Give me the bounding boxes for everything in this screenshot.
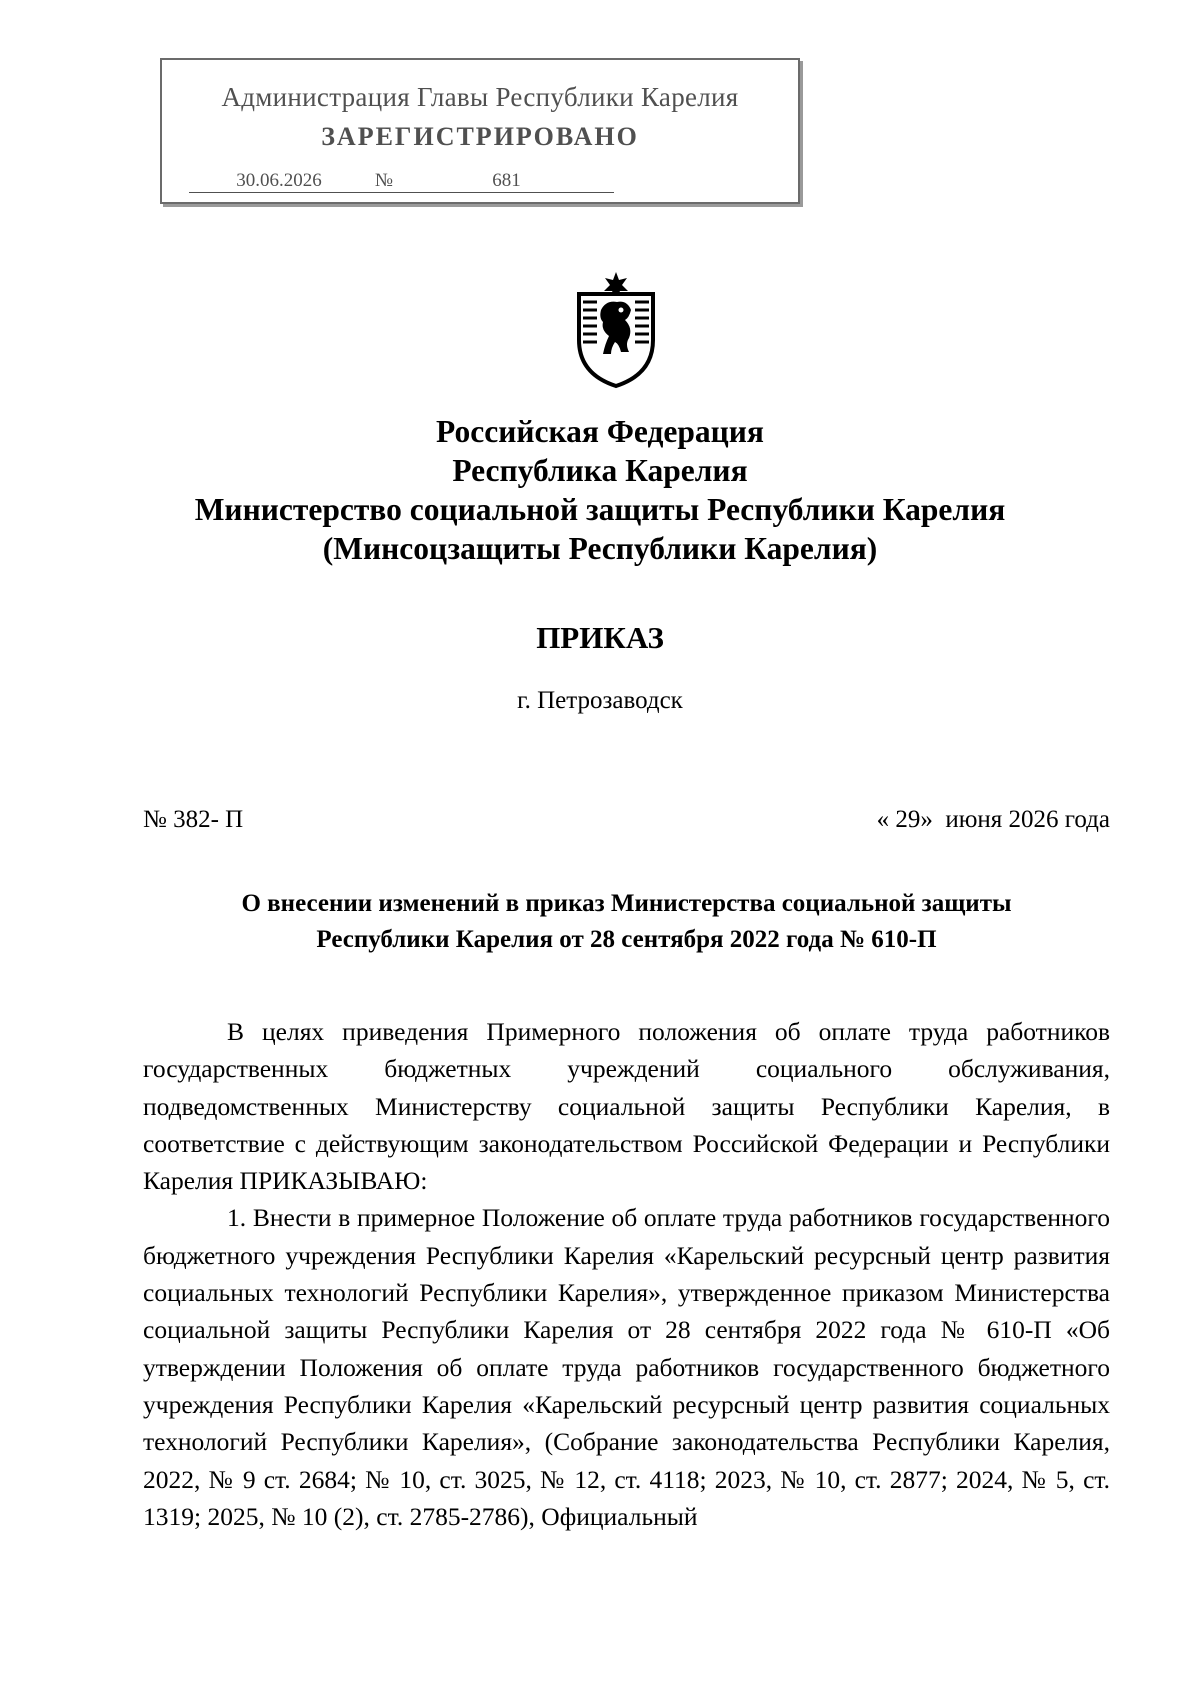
body-paragraph-preamble: В целях приведения Примерного положения об оплате труда работников государственных бюджетных учреждений социального обслуживания, подведомственных Министерству социальной защиты Республики Карелия, в соответствие с действующим законодательством Российской Федерации и Республики Карелия ПРИКАЗЫВАЮ: bbox=[143, 1017, 1110, 1196]
stamp-date: 30.06.2026 bbox=[189, 170, 369, 193]
issuer-header bbox=[0, 412, 1200, 568]
stamp-organization: Администрация Главы Республики Карелия bbox=[221, 82, 739, 112]
body-paragraph-item-1: 1. Внести в примерное Положение об оплате труда работников государственного бюджетного учреждения Республики Карелия «Карельский ресурсный центр развития социальных технологий Республики Карелия», утвержденное приказом Министерства социальной защиты Республики Карелия от 28 сентября 2022 года № 610-П «Об утверждении Положения об оплате труда работников государственного бюджетного учреждения Республики Карелия «Карельский ресурсный центр развития социальных технологий Республики Карелия», (Собрание законодательства Республики Карелия, 2022, № 9 ст. 2684; № 10, ст. 3025, № 12, ст. 4118; 2023, № 10, ст. 2877; 2024, № 5, ст. 1319; 2025, № 10 (2), ст. 2785-2786), Официальный bbox=[143, 1203, 1110, 1531]
header-country: Российская Федерация bbox=[436, 414, 764, 449]
karelia-coat-of-arms-icon bbox=[571, 270, 661, 390]
header-ministry: Министерство социальной защиты Республики Карелия bbox=[194, 492, 1006, 527]
document-type: ПРИКАЗ bbox=[536, 620, 664, 655]
document-number: № 382- П bbox=[143, 806, 244, 833]
subject-line-2: Республики Карелия от 28 сентября 2022 года № 610-П bbox=[316, 926, 937, 953]
header-ministry-short: (Минсоцзащиты Республики Карелия) bbox=[322, 531, 878, 566]
stamp-number-label: № bbox=[369, 170, 399, 193]
document-date: « 29» июня 2026 года bbox=[876, 806, 1110, 833]
document-city: г. Петрозаводск bbox=[517, 687, 683, 714]
stamp-registration-line bbox=[189, 170, 614, 193]
document-subject bbox=[143, 886, 1110, 958]
document-body bbox=[143, 1013, 1110, 1535]
registration-stamp bbox=[160, 58, 800, 204]
subject-line-1: О внесении изменений в приказ Министерства социальной защиты bbox=[241, 890, 1012, 917]
stamp-number: 681 bbox=[399, 170, 614, 193]
stamp-status: ЗАРЕГИСТРИРОВАНО bbox=[321, 122, 639, 151]
header-republic: Республика Карелия bbox=[452, 453, 748, 488]
